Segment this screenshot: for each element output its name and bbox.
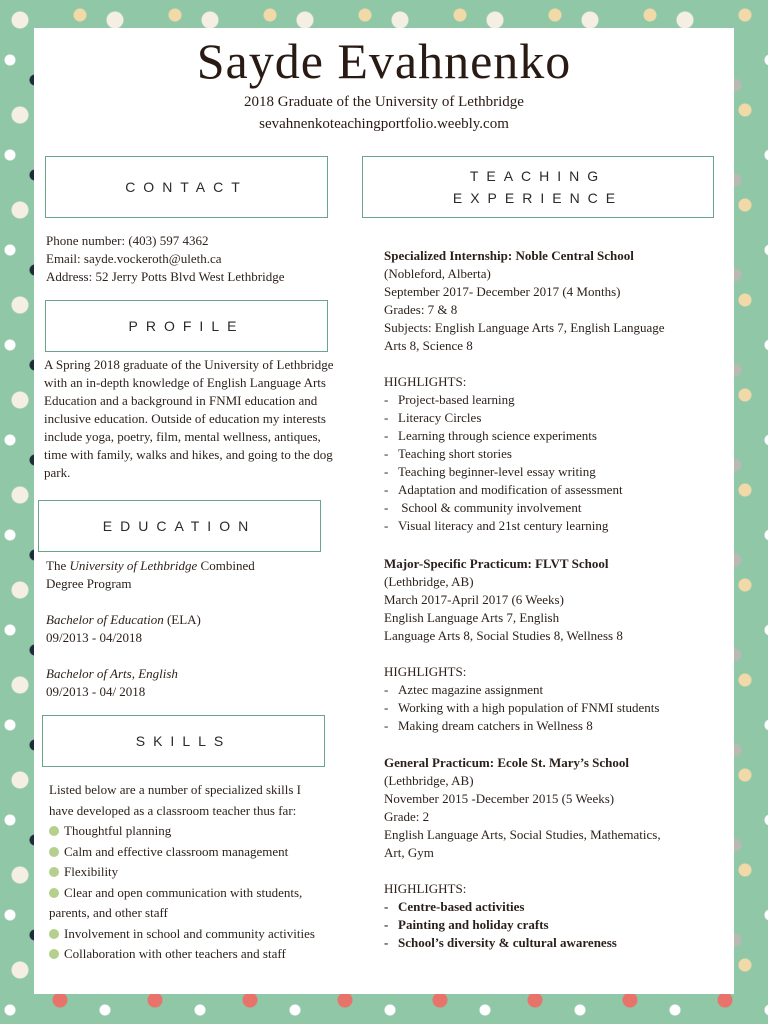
highlight-item: - Learning through science experiments [384, 428, 597, 443]
skills-intro-2: have developed as a classroom teacher thus far: [49, 802, 297, 818]
skill-item-continued: parents, and other staff [49, 905, 168, 920]
education-degree-1: Bachelor of Education (ELA) [46, 612, 201, 627]
job-detail: English Language Arts 7, English [384, 610, 560, 625]
education-degree-1-dates: 09/2013 - 04/2018 [46, 630, 143, 645]
highlights-label: HIGHLIGHTS: [384, 374, 467, 389]
graduate-subtitle: 2018 Graduate of the University of Lethbridge [244, 94, 524, 110]
job-detail: Grades: 7 & 8 [384, 302, 458, 317]
bullet-dot-icon [49, 847, 59, 857]
portfolio-website-link[interactable]: sevahnenkoteachingportfolio.weebly.com [259, 116, 509, 132]
highlight-item: - Literacy Circles [384, 410, 482, 425]
education-degree-2-dates: 09/2013 - 04/ 2018 [46, 684, 146, 699]
highlight-item: - Painting and holiday crafts [384, 917, 549, 932]
job-detail: Language Arts 8, Social Studies 8, Wellness 8 [384, 628, 623, 643]
job-detail: (Nobleford, Alberta) [384, 266, 491, 281]
job-detail: (Lethbridge, AB) [384, 773, 474, 788]
contact-phone: Phone number: (403) 597 4362 [46, 233, 209, 248]
contact-details [46, 232, 284, 286]
highlight-item: - Making dream catchers in Wellness 8 [384, 718, 593, 733]
highlight-item: - Working with a high population of FNMI students [384, 700, 660, 715]
bullet-dot-icon [49, 949, 59, 959]
education-details [46, 557, 255, 701]
job-detail: Arts 8, Science 8 [384, 338, 473, 353]
skill-item: Collaboration with other teachers and staff [49, 944, 315, 965]
highlights-label: HIGHLIGHTS: [384, 881, 467, 896]
job-detail: Grade: 2 [384, 809, 430, 824]
contact-email[interactable]: Email: sayde.vockeroth@uleth.ca [46, 251, 222, 266]
contact-heading: CONTACT [45, 156, 328, 218]
highlight-item: - Centre-based activities [384, 899, 525, 914]
teaching-heading-line2: EXPERIENCE [452, 190, 624, 206]
highlight-item: - School’s diversity & cultural awareness [384, 935, 617, 950]
contact-address: Address: 52 Jerry Potts Blvd West Lethbridge [46, 269, 285, 284]
skills-list [49, 780, 315, 965]
highlight-item: - Adaptation and modification of assessment [384, 482, 623, 497]
job-detail: March 2017-April 2017 (6 Weeks) [384, 592, 564, 607]
bullet-dot-icon [49, 826, 59, 836]
resume-name: Sayde Evahnenko [196, 33, 572, 89]
skills-heading: SKILLS [42, 715, 325, 767]
job-title: Specialized Internship: Noble Central School [384, 248, 634, 263]
skill-item: Flexibility [49, 862, 315, 883]
teaching-job-3 [384, 754, 661, 952]
skill-item: Involvement in school and community activities [49, 924, 315, 945]
job-detail: Art, Gym [384, 845, 434, 860]
job-detail: September 2017- December 2017 (4 Months) [384, 284, 621, 299]
teaching-job-2 [384, 555, 659, 735]
highlights-label: HIGHLIGHTS: [384, 664, 467, 679]
highlight-item: - Teaching short stories [384, 446, 512, 461]
highlight-item: - Teaching beginner-level essay writing [384, 464, 596, 479]
skill-item: Thoughtful planning [49, 821, 315, 842]
job-title: General Practicum: Ecole St. Mary’s School [384, 755, 630, 770]
highlight-item: - Project-based learning [384, 392, 515, 407]
education-degree-2: Bachelor of Arts, English [46, 666, 178, 681]
highlight-item: - Visual literacy and 21st century learning [384, 518, 609, 533]
teaching-experience-heading [362, 156, 714, 218]
profile-text: A Spring 2018 graduate of the University of Lethbridge with an in-depth knowledge of English Language Arts Education and a background in FNMI education and inclusive education. Outside of education my interests include yoga, poetry, film, mental wellness, antiques, time with family, walks and hikes, and going to the dog park. [44, 357, 334, 480]
skill-item: Calm and effective classroom management [49, 842, 315, 863]
highlight-item: - School & community involvement [384, 500, 582, 515]
bullet-dot-icon [49, 888, 59, 898]
highlight-item: - Aztec magazine assignment [384, 682, 544, 697]
bullet-dot-icon [49, 867, 59, 877]
resume-page [34, 28, 734, 994]
job-detail: Subjects: English Language Arts 7, English Language [384, 320, 665, 335]
job-detail: English Language Arts, Social Studies, Mathematics, [384, 827, 661, 842]
job-title: Major-Specific Practicum: FLVT School [384, 556, 609, 571]
bullet-dot-icon [49, 929, 59, 939]
education-program: The University of Lethbridge Combined [46, 558, 255, 573]
profile-heading: PROFILE [45, 300, 328, 352]
education-heading: EDUCATION [38, 500, 321, 552]
education-program-line2: Degree Program [46, 576, 132, 591]
job-detail: (Lethbridge, AB) [384, 574, 474, 589]
skills-intro: Listed below are a number of specialized skills I [49, 782, 301, 797]
skill-item: Clear and open communication with students, [49, 883, 315, 904]
job-detail: November 2015 -December 2015 (5 Weeks) [384, 791, 615, 806]
teaching-job-1 [384, 247, 665, 535]
teaching-heading-line1: TEACHING [469, 168, 607, 184]
